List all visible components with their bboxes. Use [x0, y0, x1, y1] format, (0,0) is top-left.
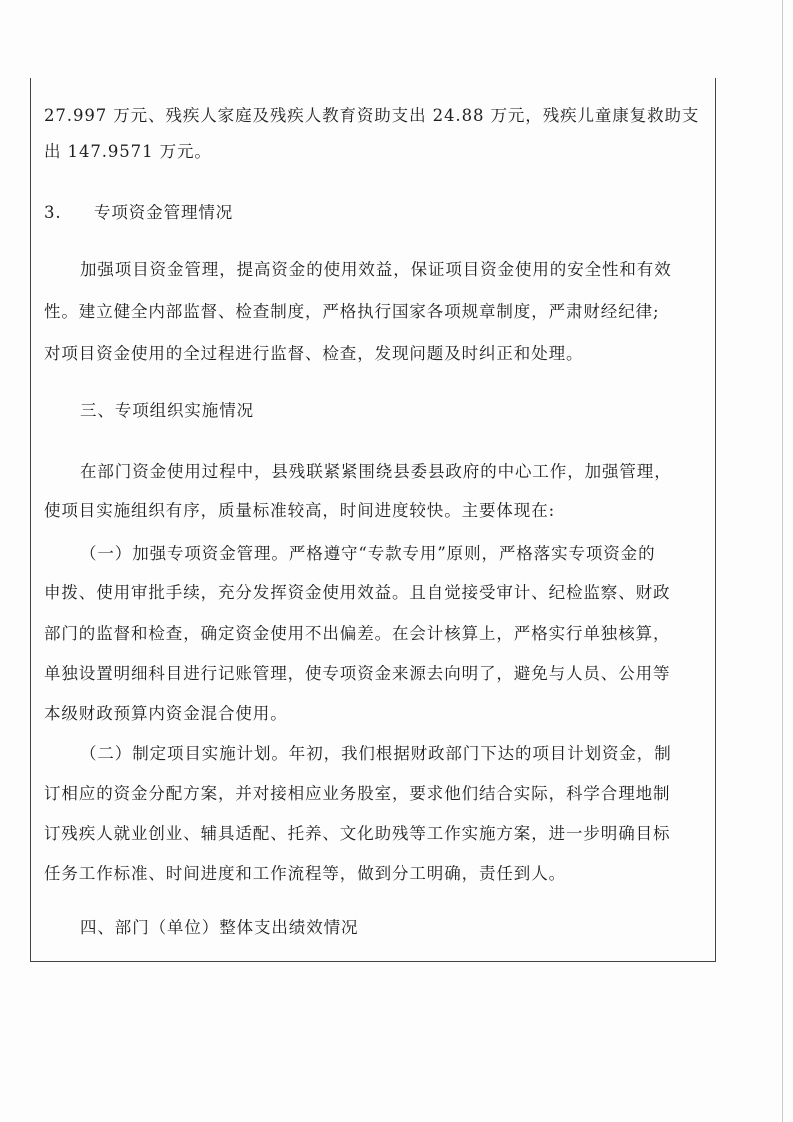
paragraph-line: 部门的监督和检查，确定资金使用不出偏差。在会计核算上，严格实行单独核算，	[44, 624, 671, 643]
paragraph-line: 对项目资金使用的全过程进行监督、检查，发现问题及时纠正和处理。	[44, 344, 584, 363]
paragraph-line: （二）制定项目实施计划。年初，我们根据财政部门下达的项目计划资金，制	[80, 744, 672, 763]
paragraph-line: （一）加强专项资金管理。严格遵守“专款专用”原则，严格落实专项资金的	[80, 544, 656, 563]
paragraph-line: 本级财政预算内资金混合使用。	[44, 704, 288, 723]
scan-edge-line	[782, 0, 783, 1122]
continuation-line-2: 出 147.9571 万元。	[44, 142, 212, 161]
subsection-title: 专项资金管理情况	[94, 203, 234, 222]
paragraph-line: 在部门资金使用过程中，县残联紧紧围绕县委县政府的中心工作，加强管理，	[80, 462, 672, 481]
paragraph-line: 申拨、使用审批手续，充分发挥资金使用效益。且自觉接受审计、纪检监察、财政	[44, 583, 671, 602]
section-heading-four: 四、部门（单位）整体支出绩效情况	[80, 918, 359, 937]
subsection-number: 3.	[44, 203, 62, 222]
paragraph-line: 订相应的资金分配方案，并对接相应业务股室，要求他们结合实际，科学合理地制	[44, 784, 671, 803]
paragraph-line: 订残疾人就业创业、辅具适配、托养、文化助残等工作实施方案，进一步明确目标	[44, 824, 671, 843]
paragraph-line: 使项目实施组织有序，质量标准较高，时间进度较快。主要体现在:	[44, 501, 556, 520]
section-heading-three: 三、专项组织实施情况	[80, 401, 254, 420]
continuation-line-1: 27.997 万元、残疾人家庭及残疾人教育资助支出 24.88 万元，残疾儿童康复救助支	[44, 106, 700, 125]
paragraph-line: 加强项目资金管理，提高资金的使用效益，保证项目资金使用的安全性和有效	[80, 260, 672, 279]
paragraph-line: 单独设置明细科目进行记账管理，使专项资金来源去向明了，避免与人员、公用等	[44, 664, 671, 683]
paragraph-line: 任务工作标准、时间进度和工作流程等，做到分工明确，责任到人。	[44, 864, 566, 883]
paragraph-line: 性。建立健全内部监督、检查制度，严格执行国家各项规章制度，严肃财经纪律;	[44, 302, 660, 321]
